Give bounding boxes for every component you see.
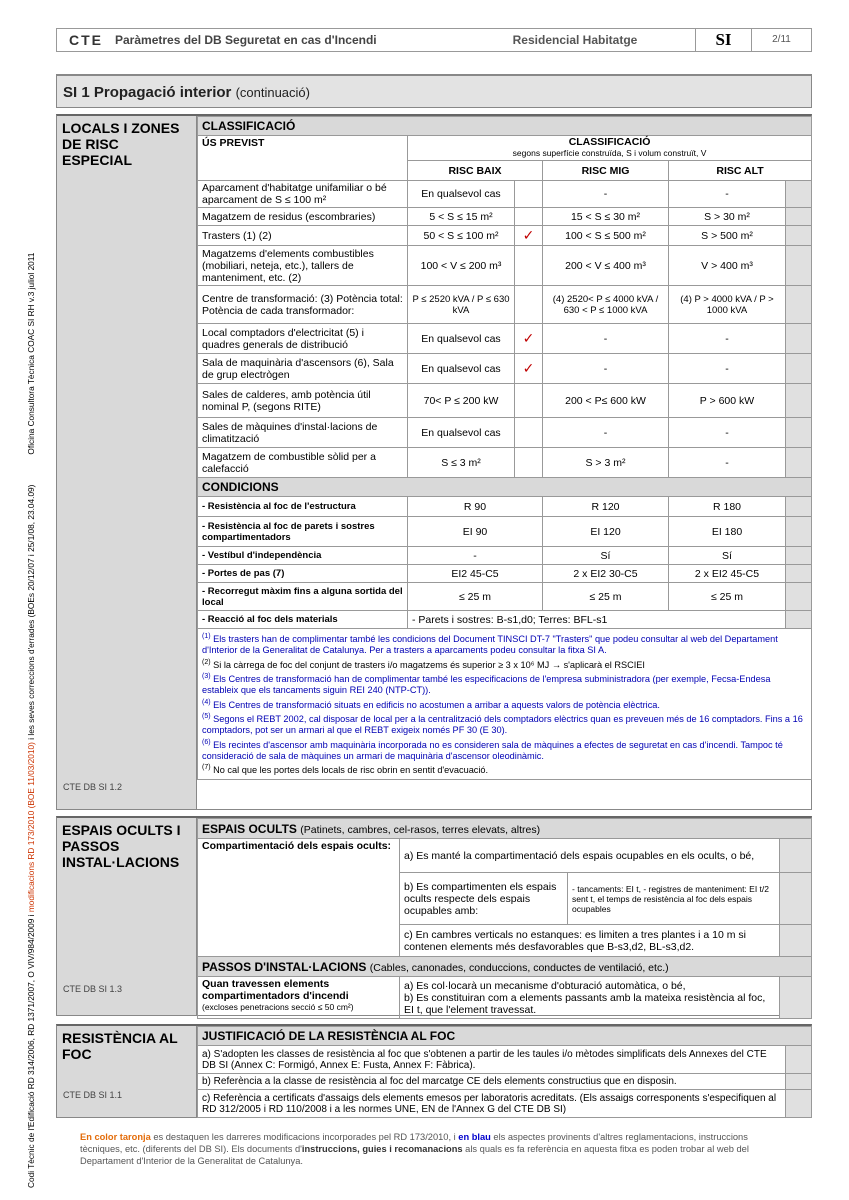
espais-left-col [57,818,197,1015]
class-row-mig: 100 < S ≤ 500 m² [543,226,669,246]
espais-option-b: b) Es compartimenten els espais ocults respecte dels espais ocupables amb: [400,873,568,925]
class-row-mig: - [543,354,669,384]
class-row [198,181,812,208]
footer-t4: els aspectes provinents d'altres reglamentacions, instruccions tècniques, etc. (diferents del DB SI). Els documents d' [80,1132,748,1154]
class-row-use: Local comptadors d'electricitat (5) i quadres generals de distribució [198,324,408,354]
cond-row-baix: EI 90 [408,517,543,547]
class-row [198,286,812,324]
header-page-number: 2/11 [751,29,811,51]
espais-option-c: c) En cambres verticals no estanques: es limiten a tres plantes i a 10 m si contenen elements més desfavorables que B-s3,d2, BL-s3,d2. [400,925,780,957]
footer-blue: en blau [458,1132,491,1142]
footnote [202,762,807,776]
class-row-alt-check [786,286,812,324]
cond-row-alt: EI 180 [669,517,786,547]
cond-row-mig: 2 x EI2 30-C5 [543,565,669,583]
class-row-baix: 100 < V ≤ 200 m³ [408,246,515,286]
class-row-mig: S > 3 m² [543,448,669,478]
class-row-baix: 70< P ≤ 200 kW [408,384,515,418]
resistencia-h: JUSTIFICACIÓ DE LA RESISTÈNCIA AL FOC [198,1027,812,1046]
footer-orange: En color taronja [80,1132,151,1142]
class-row-alt: S > 30 m² [669,208,786,226]
class-row-use: Sales de màquines d'instal·lacions de climatització [198,418,408,448]
col-risc-baix: RISC BAIX [408,161,543,181]
cond-row-label: - Resistència al foc de l'estructura [198,497,408,517]
side-text-part2: modificacions RD 173/2010 (BOE 11/03/2010) [26,742,36,913]
pass-sub: (excloses penetracions secció ≤ 50 cm²) [202,1002,354,1012]
footnote-number: (5) [202,713,211,721]
header-title: Paràmetres del DB Seguretat en cas d'Incendi [115,33,377,47]
class-row-use: Trasters (1) (2) [198,226,408,246]
espais-option-b-detail: - tancaments: EI t, - registres de manteniment: EI t/2 sent t, el temps de resistència al foc dels espais ocupables [568,873,780,925]
class-row [198,384,812,418]
col-risc-alt: RISC ALT [669,161,812,181]
condicions-heading: CONDICIONS [198,478,812,497]
class-row-alt: - [669,418,786,448]
footnote [202,711,807,737]
class-row-alt: - [669,181,786,208]
footnote-number: (1) [202,633,211,640]
espais-h2-sub: (Cables, canonades, conduccions, conductes de ventilació, etc.) [369,961,669,974]
footnote [202,631,807,657]
class-row [198,324,812,354]
class-row [198,418,812,448]
cond-row-mig: EI 120 [543,517,669,547]
class-row-use: Aparcament d'habitatge unifamiliar o bé aparcament de S ≤ 100 m² [198,181,408,208]
class-row-alt: S > 500 m² [669,226,786,246]
header-subtitle: Residencial Habitatge [512,33,638,47]
resistencia-table [197,1026,812,1118]
resistencia-heading: RESISTÈNCIA AL FOC [62,1030,178,1062]
locals-ref: CTE DB SI 1.2 [63,782,123,792]
espais-block [56,816,812,1016]
cond-row-mig: Sí [543,547,669,565]
class-row-baix: En qualsevol cas [408,324,515,354]
class-row-baix: 5 < S ≤ 15 m² [408,208,515,226]
class-row-alt: - [669,448,786,478]
footnote-number: (4) [202,698,211,706]
col-risc-mig: RISC MIG [543,161,669,181]
resistencia-left-col [57,1026,197,1117]
cond-row [198,565,812,583]
class-row-baix: S ≤ 3 m² [408,448,515,478]
class-row-baix: 50 < S ≤ 100 m² [408,226,515,246]
footnote [202,657,807,671]
cond-row [198,517,812,547]
class-row-check [515,448,543,478]
locals-right-col [197,116,811,809]
cond-row-alt: R 180 [669,497,786,517]
pass-option-a: a) Es col·locarà un mecanisme d'obturació automàtica, o bé, [404,979,686,992]
pass-option-b: b) Es constituiran com a elements passants amb la mateixa resistència al foc, EI t, que l'element travessat. [404,991,766,1016]
class-row-alt-check [786,181,812,208]
class-row-alt-check [786,226,812,246]
page-header [56,28,812,52]
side-legal-text [26,38,36,1188]
class-row-alt-check [786,384,812,418]
class-row-mig: - [543,324,669,354]
class-row-check: ✓ [515,324,543,354]
cond-row-alt: 2 x EI2 45-C5 [669,565,786,583]
footnote [202,737,807,763]
class-row-use: Sales de calderes, amb potència útil nominal P, (segons RITE) [198,384,408,418]
footer-t5: instruccions, guies i recomanacions [301,1144,463,1154]
cond-row [198,497,812,517]
footnote-text: Els Centres de transformació situats en edificis no acostumen a arribar a aquests valors de potència elèctrica. [213,699,660,710]
class-row-use: Magatzem de combustible sòlid per a calefacció [198,448,408,478]
class-row-mig: 15 < S ≤ 30 m² [543,208,669,226]
class-row-baix: En qualsevol cas [408,418,515,448]
class-row-mig: 200 < P≤ 600 kW [543,384,669,418]
class-row-use: Magatzems d'elements combustibles (mobiliari, neteja, etc.), tallers de manteniment, etc. (2) [198,246,408,286]
class-row-alt: - [669,324,786,354]
class-row-check [515,208,543,226]
section-title-cont: (continuació) [235,85,310,100]
class-row [198,208,812,226]
class-row-check: ✓ [515,226,543,246]
class-row [198,246,812,286]
class-row-check [515,181,543,208]
footnote-text: Els Centres de transformació han de complimentar també les especificacions de l'empresa subministradora (per exemple, Fecsa-Endesa estableix que els tancaments siguin REI 240 (NTP-CT)). [202,674,771,696]
class-row-baix: En qualsevol cas [408,354,515,384]
footnote-number: (2) [202,658,211,666]
locals-block [56,114,812,810]
footnote-text: Els trasters han de complimentar també les condicions del Document TINSCI DT-7 "Trasters" que podeu consultar al web del Departament d'Interior de la Generalitat de Catalunya. Per a trasters a aparcaments podeu consultar la fitxa SI A. [202,634,778,656]
cond-row-label: - Vestíbul d'independència [198,547,408,565]
class-row-alt-check [786,418,812,448]
cond-row [198,547,812,565]
class-row-check [515,384,543,418]
class-subheader: segons superfície construïda, S i volum construït, V [512,148,707,158]
footnote-number: (7) [202,764,211,772]
class-row [198,448,812,478]
class-row-alt-check [786,324,812,354]
footnote-text: No cal que les portes dels locals de risc obrin en sentit d'evacuació. [213,765,489,776]
side-text-part1: Codi Tècnic de l'Edificació RD 314/2006, RD 1371/2007, O VIV/984/2009 i [26,912,36,1188]
cond-row-alt: Sí [669,547,786,565]
section-title [56,74,812,108]
class-row-alt-check [786,246,812,286]
footnote [202,671,807,697]
classificacio-heading: CLASSIFICACIÓ [198,117,812,136]
espais-heading: ESPAIS OCULTS I PASSOS INSTAL·LACIONS [62,822,181,870]
footnote-text: Segons el REBT 2002, cal disposar de local per a la centralització dels comptadors elèctrics quan es preveuen més de 16 comptadors. Fins a 16 comptadors, pot ser un armari al que el REBT exigeix només PF 30 (E 30). [202,714,803,736]
cond-row-baix: ≤ 25 m [408,583,543,611]
class-row-use: Sala de maquinària d'ascensors (6), Sala de grup electrògen [198,354,408,384]
resistencia-right-col [197,1026,811,1117]
cond-row-alt: ≤ 25 m [669,583,786,611]
cond-row-mig: R 120 [543,497,669,517]
footnote-text: Si la càrrega de foc del conjunt de trasters i/o magatzems és superior ≥ 3 x 10⁶ MJ → s'aplicarà el RSCIEI [213,659,645,670]
class-row-mig: 200 < V ≤ 400 m³ [543,246,669,286]
cond-row-label: - Portes de pas (7) [198,565,408,583]
resistencia-option-c: c) Referència a certificats d'assaigs dels elements emesos per laboratoris acreditats. (Els assaigs corresponents s'especifiquen al RD 312/2005 i RD 110/2008 i a les normes UNE, EN de l'Annex G del CTE DB SI) [198,1090,786,1118]
side-text-part3: i les seves correccions d'errades (BOEs 20/12/07 i 25/1/08, 23.04.09) [26,484,36,743]
cond-row-value: - Parets i sostres: B-s1,d0; Terres: BFL-s1 [408,611,786,629]
footer-t2: es destaquen les darreres modificacions incorporades pel RD 173/2010, i [150,1132,459,1142]
pass-label: Quan travessen elements compartimentadors d'incendi [202,978,349,1002]
side-text-part4: Oficina Consultora Tècnica COAC SI RH v.3 juliol 2011 [26,252,36,455]
footnote-number: (3) [202,673,211,681]
class-row-check [515,286,543,324]
class-row-alt: (4) P > 4000 kVA / P > 1000 kVA [669,286,786,324]
class-row-check [515,418,543,448]
notes-area [198,629,812,780]
cond-row-baix: - [408,547,543,565]
class-row-use: Magatzem de residus (escombraries) [198,208,408,226]
espais-option-a: a) Es manté la compartimentació dels espais ocupables en els ocults, o bé, [400,839,780,873]
header-si: SI [695,29,751,51]
class-header: CLASSIFICACIÓ [568,136,651,148]
locals-heading: LOCALS I ZONES DE RISC ESPECIAL [62,120,180,168]
resistencia-option-a: a) S'adopten les classes de resistència al foc que s'obtenen a partir de les taules i/o mètodes simplificats dels Annexes del CTE DB SI (Annex C: Formigó, Annex E: Fusta, Annex F: Fàbrica). [198,1046,786,1074]
class-row-alt-check [786,448,812,478]
header-cte: CTE [69,32,103,48]
class-row-alt: V > 400 m³ [669,246,786,286]
class-row-alt-check [786,208,812,226]
footer-t6: als quals es fa referència en aquesta fitxa es poden trobar al web del Departament d'Interior de la Generalitat de Catalunya. [80,1144,749,1166]
resistencia-ref: CTE DB SI 1.1 [63,1090,123,1100]
espais-right-col [197,818,811,1015]
cond-row [198,611,812,629]
footnote-number: (6) [202,738,211,746]
cond-row-label: - Recorregut màxim fins a alguna sortida del local [198,583,408,611]
classification-table [197,116,812,780]
resistencia-option-b: b) Referència a la classe de resistència al foc del marcatge CE dels elements constructius que en disposin. [198,1074,786,1090]
class-row-check [515,246,543,286]
cond-row-baix: R 90 [408,497,543,517]
cond-row-label: - Reacció al foc dels materials [198,611,408,629]
cond-row-mig: ≤ 25 m [543,583,669,611]
class-row-baix: P ≤ 2520 kVA / P ≤ 630 kVA [408,286,515,324]
espais-table [197,818,812,1019]
class-row-alt-check [786,354,812,384]
class-row [198,226,812,246]
class-row-mig: - [543,418,669,448]
footnote [202,697,807,711]
class-row-mig: - [543,181,669,208]
espais-h1: ESPAIS OCULTS [202,821,297,836]
page-footer [80,1131,790,1167]
espais-h1-sub: (Patinets, cambres, cel-rasos, terres elevats, altres) [300,823,541,836]
cond-row-label: - Resistència al foc de parets i sostres compartimentadors [198,517,408,547]
class-row-check: ✓ [515,354,543,384]
class-row-alt: P > 600 kW [669,384,786,418]
comp-label: Compartimentació dels espais ocults: [198,839,400,957]
espais-ref: CTE DB SI 1.3 [63,984,123,994]
us-previst-header: ÚS PREVIST [198,136,408,181]
espais-h2: PASSOS D'INSTAL·LACIONS [202,959,367,974]
class-row-baix: En qualsevol cas [408,181,515,208]
class-row-mig: (4) 2520< P ≤ 4000 kVA / 630 < P ≤ 1000 kVA [543,286,669,324]
class-row-alt: - [669,354,786,384]
cond-row-baix: EI2 45-C5 [408,565,543,583]
class-row [198,354,812,384]
cond-row [198,583,812,611]
section-title-text: SI 1 Propagació interior [63,84,232,101]
class-row-use: Centre de transformació: (3) Potència total: Potència de cada transformador: [198,286,408,324]
locals-left-col [57,116,197,809]
resistencia-block [56,1024,812,1118]
footnote-text: Els recintes d'ascensor amb maquinària incorporada no es consideren sala de màquines a efectes de seguretat en cas d'incendi. Tampoc té consideració de sala de màquines un armari de maquinària d'ascensor oleodinàmic. [202,739,783,762]
